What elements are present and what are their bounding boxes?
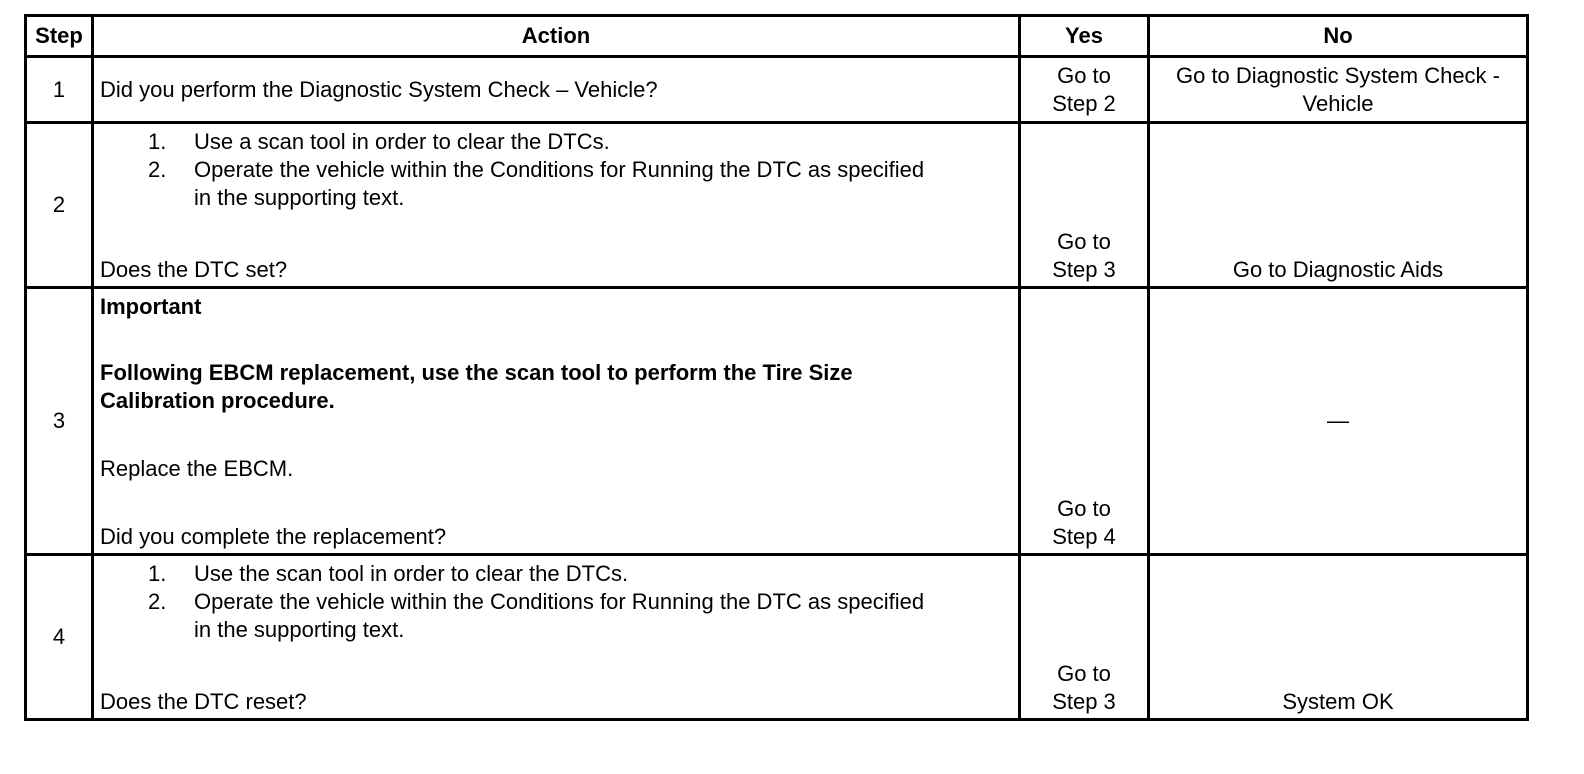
question-text: Did you perform the Diagnostic System Check – Vehicle? [100, 76, 658, 102]
list-item [148, 156, 928, 212]
no-cell [1149, 57, 1528, 123]
yes-cell [1020, 57, 1149, 123]
table-row [26, 123, 1528, 288]
yes-line1: Go to [1057, 661, 1111, 686]
header-step: Step [26, 16, 93, 57]
important-heading: Important [100, 294, 202, 319]
table-row [26, 57, 1528, 123]
step-number: 2 [26, 123, 93, 288]
yes-cell [1020, 123, 1149, 288]
list-item-number: 1. [148, 129, 167, 154]
no-text: System OK [1282, 689, 1394, 714]
question-text: Did you complete the replacement? [100, 524, 447, 549]
header-action: Action [93, 16, 1020, 57]
table-row [26, 288, 1528, 555]
yes-line1: Go to [1057, 496, 1111, 521]
diagnostic-table [24, 14, 1529, 721]
header-yes: Yes [1020, 16, 1149, 57]
header-no: No [1149, 16, 1528, 57]
no-cell [1149, 123, 1528, 288]
list-item-text: Use a scan tool in order to clear the DTCs. [194, 129, 610, 154]
yes-line1: Go to [1057, 229, 1111, 254]
no-text: — [1327, 408, 1349, 433]
action-cell [93, 288, 1020, 555]
list-item-text: Operate the vehicle within the Conditions for Running the DTC as specified in the supporting text. [194, 157, 925, 210]
list-item-number: 1. [148, 561, 167, 586]
no-text: Go to Diagnostic Aids [1232, 257, 1444, 282]
step-number: 1 [26, 57, 93, 123]
action-cell [93, 123, 1020, 288]
step-number: 3 [26, 288, 93, 555]
list-item-number: 2. [148, 589, 167, 614]
action-cell [93, 57, 1020, 123]
list-item [148, 128, 928, 156]
question-text: Does the DTC reset? [100, 689, 307, 714]
header-row [26, 16, 1528, 57]
step-number: 4 [26, 555, 93, 720]
yes-cell [1020, 555, 1149, 720]
yes-cell [1020, 288, 1149, 555]
no-line1: Go to Diagnostic System Check - [1175, 62, 1500, 88]
no-cell [1149, 555, 1528, 720]
yes-line1: Go to [1057, 62, 1111, 88]
table-row [26, 555, 1528, 720]
yes-line2: Step 4 [1052, 524, 1116, 549]
list-item [148, 560, 928, 588]
yes-line2: Step 3 [1052, 257, 1116, 282]
instruction-text: Replace the EBCM. [100, 456, 294, 481]
yes-line2: Step 2 [1052, 90, 1116, 116]
yes-line2: Step 3 [1052, 689, 1116, 714]
instruction-list [148, 128, 928, 212]
list-item-text: Operate the vehicle within the Conditions for Running the DTC as specified in the supporting text. [194, 589, 925, 642]
list-item [148, 588, 928, 644]
no-cell [1149, 288, 1528, 555]
list-item-number: 2. [148, 157, 167, 182]
list-item-text: Use the scan tool in order to clear the DTCs. [194, 561, 629, 586]
instruction-list [148, 560, 928, 644]
question-text: Does the DTC set? [100, 257, 288, 282]
no-line2: Vehicle [1302, 90, 1374, 116]
action-cell [93, 555, 1020, 720]
important-text: Following EBCM replacement, use the scan tool to perform the Tire Size Calibration procedure. [100, 360, 853, 413]
